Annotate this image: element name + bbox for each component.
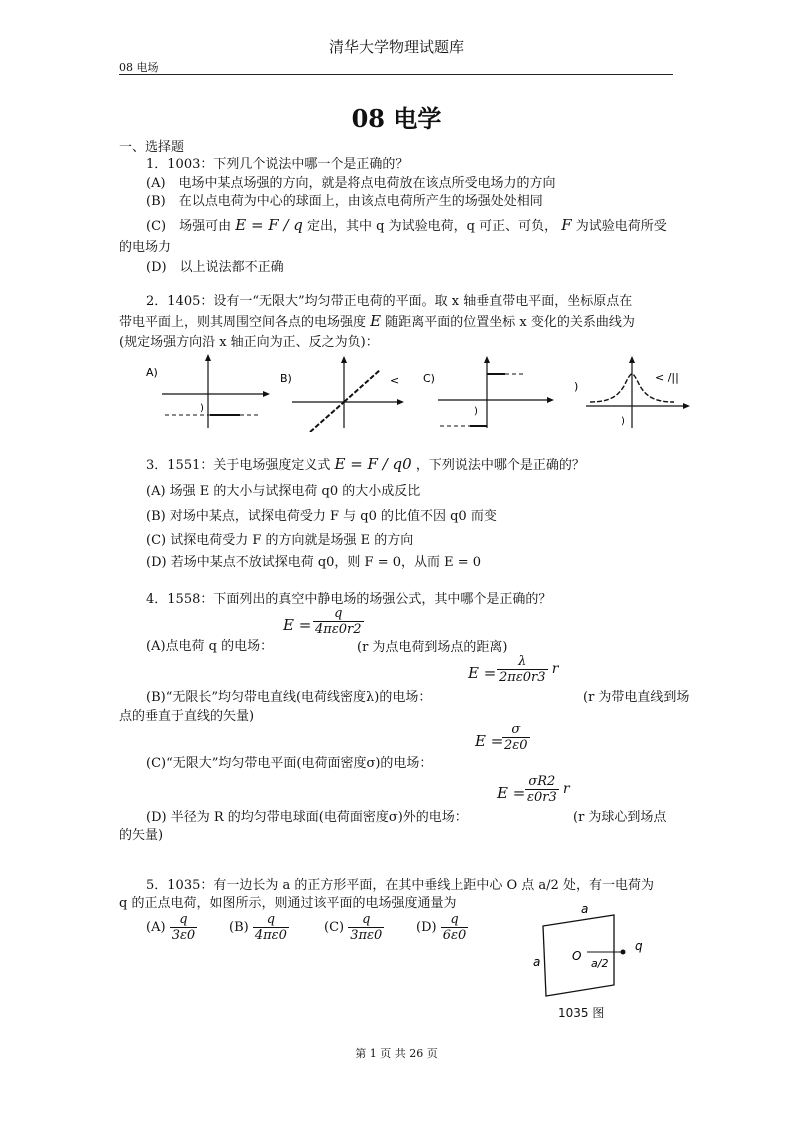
q4-option-a [146,635,273,654]
q1-option-d: (D) 以上说法都不正确 [146,260,284,275]
q5-option-b [229,912,289,943]
q5-c-num: q [362,912,371,927]
q3-option-b: (B) 对场中某点，试探电荷受力 F 与 q0 的比值不因 q0 而变 [146,509,497,524]
q5-d-num: q [450,912,459,927]
q5-a-label: (A) [146,920,166,935]
q2-graph-d-origin: ) [621,416,625,427]
q5-option-c [324,912,384,943]
q4-b-num: λ [518,654,527,669]
q3-stem-post: ，下列说法中哪个是正确的？ [415,458,585,473]
q4-d-line2: 的矢量) [119,828,164,843]
q5-figure-caption: 1035 图 [558,1006,605,1020]
q3-option-d: (D) 若场中某点不放试探电荷 q0，则 F = 0，从而 E = 0 [146,555,482,570]
q4-b-text: (B)“无限长”均匀带电直线(电荷线密度λ)的电场： [146,690,432,705]
q5-c-label: (C) [324,920,345,935]
q1-option-a: (A) 电场中某点场强的方向，就是将点电荷放在该点所受电场力的方向 [146,176,556,191]
q1-c-formula: E = F / q [235,216,303,234]
page-footer: 第 1 页 共 26 页 [355,1047,438,1060]
q5-charge-point [621,950,626,955]
q4-d-num: σR2 [528,774,556,789]
q1-c-pre: (C) 场强可由 [146,219,232,234]
q4-d-frac: $\frac{\sigma R2}{\varepsilon 0r3}$ r [527,774,570,805]
q3-stem-pre: 3．1551：关于电场强度定义式 [146,458,331,473]
q2-graph-b-label: B) [280,372,292,385]
q4-d-den: ε0r3 [527,790,557,805]
q5-b-den: 4πε0 [254,928,287,943]
header-section: 08 电场 [119,61,159,74]
q2-graph-d-fragment: < /|| [655,371,679,384]
q4-a-note: (r 为点电荷到场点的距离) [357,640,508,655]
q2-line2-pre: 带电平面上，则其周围空间各点的电场强度 [119,315,367,330]
q4-d-text: (D) 半径为 R 的均匀带电球面(电荷面密度σ)外的电场： [146,810,468,825]
q5-b-num: q [266,912,276,927]
q4-a-den: 4πε0r2 [315,622,362,637]
q5-fig-O: O [572,949,582,963]
q2-graph-d-label: ) [574,380,579,393]
q5-c-den: 3πε0 [350,928,383,943]
q2-line2 [119,311,635,330]
q5-d-den: 6ε0 [442,928,467,943]
q5-fig-a-left: a [533,955,541,969]
q3-stem [146,454,585,473]
q5-option-d [416,912,468,943]
q3-stem-formula: E = F / q0 [334,455,412,473]
q2-graph-c-origin: ) [474,406,478,417]
q5-fig-a-top: a [581,902,589,916]
q4-b-frac: $\frac{\lambda}{2\pi\varepsilon 0r3}$ r [499,654,559,685]
q5-line2: q 的正点电荷，如图所示，则通过该平面的电场强度通量为 [119,896,457,911]
q4-a-text: (A)点电荷 q 的电场： [146,639,274,654]
q2-line2-post: 随距离平面的位置坐标 x 变化的关系曲线为 [385,315,635,330]
q4-stem: 4．1558：下面列出的真空中静电场的场强公式，其中哪个是正确的？ [146,592,552,607]
q2-graph-b-fragment: < [390,374,400,387]
q2-graph-d [574,356,690,428]
q4-b-E: E = [468,664,497,682]
q1-option-b: (B) 在以点电荷为中心的球面上，由该点电荷所产生的场强处处相同 [146,194,543,209]
q4-c-den: 2ε0 [504,738,528,753]
q2-graph-a [146,354,270,428]
q3-option-c: (C) 试探电荷受力 F 的方向就是场强 E 的方向 [146,533,414,548]
q4-c-E: E = [475,732,504,750]
q4-c-text: (C)“无限大”均匀带电平面(电荷面密度σ)的电场： [146,756,433,771]
q5-line1: 5．1035：有一边长为 a 的正方形平面，在其中垂线上距中心 O 点 a/2 处，有一电荷为 [146,878,654,893]
q1-option-c [146,215,667,234]
q2-line3: (规定场强方向沿 x 轴正向为正、反之为负)： [119,335,379,350]
q2-graph-c [423,356,554,428]
q1-c-post: 定出，其中 q 为试验电荷，q 可正、可负， [307,219,558,234]
q1-c-F: F [561,216,572,234]
q5-b-label: (B) [229,920,249,935]
q2-line2-E: E [370,312,382,330]
q4-b-line2: 点的垂直于直线的矢量) [119,709,255,724]
header-rule [119,74,673,75]
q4-b-den: 2πε0r3 [499,670,546,685]
q5-fig-half: a/2 [591,957,609,970]
page-title: 08 电学 [351,104,442,133]
q5-figure [525,902,665,1002]
q5-a-num: q [179,912,188,927]
q4-c-frac [502,722,530,753]
q4-d-E: E = [497,784,526,802]
q4-c-num: σ [511,722,521,737]
q1-c-tail: 为试验电荷所受 [575,219,667,234]
q1-stem: 1．1003：下列几个说法中哪一个是正确的？ [146,157,409,172]
q1-option-c-line2: 的电场力 [119,240,172,255]
q4-d-note: (r 为球心到场点 [573,810,667,825]
q5-fig-q: q [635,939,643,953]
q4-a-num: q [334,606,343,621]
q2-graphs [140,352,700,432]
q4-b-note: (r 为带电直线到场 [583,690,690,705]
q4-a-frac [313,606,364,637]
q2-line1: 2．1405：设有一“无限大”均匀带正电荷的平面。取 x 轴垂直带电平面，坐标原点在 [146,294,633,309]
q4-a-E: E = [283,616,312,634]
header-title: 清华大学物理试题库 [328,38,464,56]
q2-graph-c-label: C) [423,372,435,385]
q2-graph-a-label: A) [146,366,158,379]
q5-option-a [146,912,197,943]
q5-a-den: 3ε0 [171,928,196,943]
section-heading: 一、选择题 [119,140,185,155]
q2-graph-a-origin: ) [200,403,204,414]
q5-d-label: (D) [416,920,437,935]
q2-graph-b [280,356,404,432]
q3-option-a: (A) 场强 E 的大小与试探电荷 q0 的大小成反比 [146,484,421,499]
